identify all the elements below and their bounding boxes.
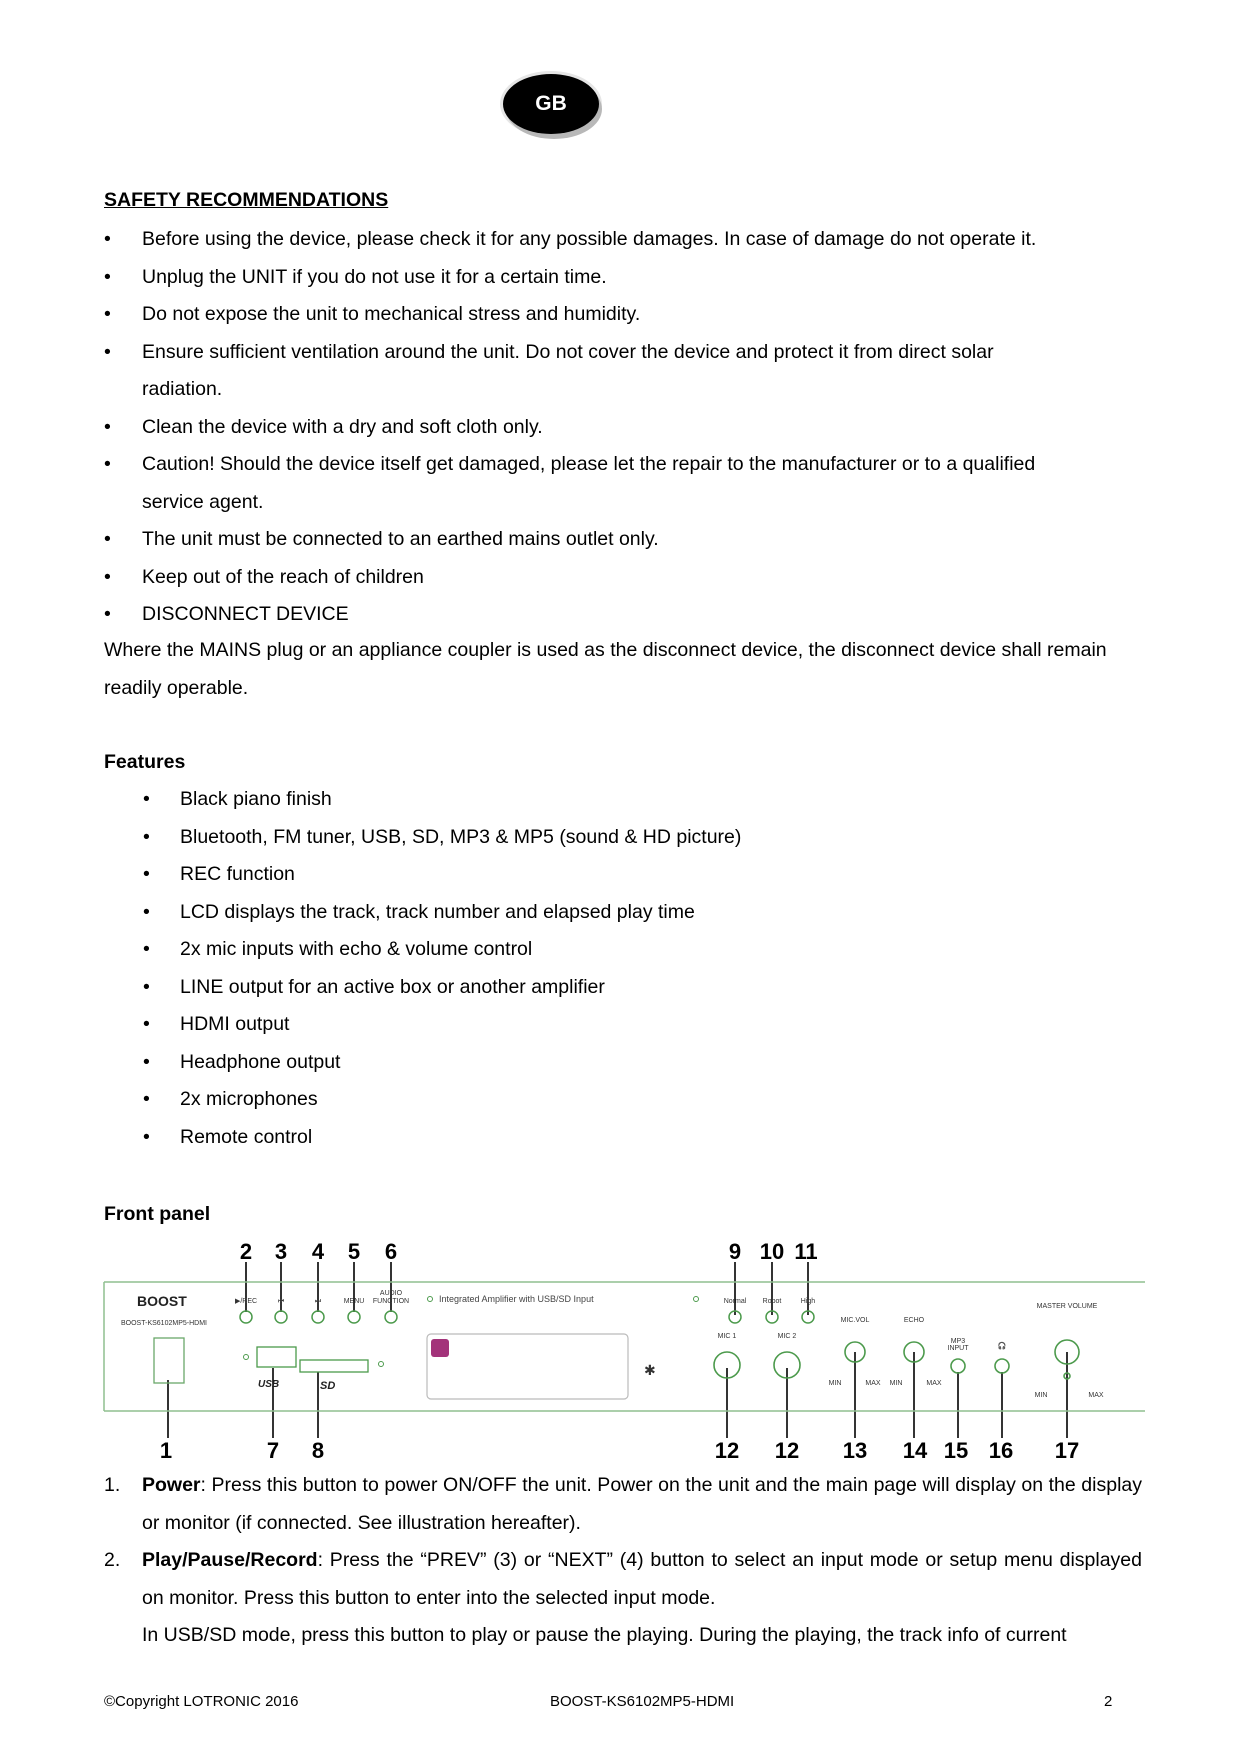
svg-text:MIN: MIN (889, 1380, 903, 1387)
footer-page-number: 2 (1104, 1693, 1113, 1710)
svg-text:MASTER VOLUME: MASTER VOLUME (1036, 1303, 1098, 1310)
bluetooth-icon: ✱ (644, 1362, 656, 1378)
callout-number: 12 (714, 1438, 740, 1463)
integrated-label: Integrated Amplifier with USB/SD Input (439, 1294, 594, 1304)
svg-text:MP3: MP3 (950, 1338, 966, 1345)
model-label: BOOST-KS6102MP5-HDMI (121, 1320, 207, 1327)
svg-text:MIC.VOL: MIC.VOL (840, 1317, 870, 1324)
callout-number: 9 (728, 1239, 742, 1264)
usb-label: USB (258, 1379, 280, 1390)
callout-number: 6 (384, 1239, 398, 1264)
indicator-led (694, 1297, 699, 1302)
features-title: Features (104, 751, 186, 773)
amplifier-panel (104, 1282, 1145, 1411)
usb-port (257, 1347, 296, 1367)
svg-text:MENU: MENU (343, 1298, 365, 1305)
svg-text:🎧: 🎧 (997, 1343, 1007, 1350)
top-callout-numbers (240, 1239, 818, 1264)
sd-led (379, 1362, 384, 1367)
svg-text:⏮: ⏮ (277, 1298, 285, 1305)
svg-text:FUNCTION: FUNCTION (372, 1298, 410, 1305)
svg-text:▶/REC: ▶/REC (234, 1298, 258, 1305)
callout-number: 7 (266, 1438, 280, 1463)
display-icon (431, 1339, 449, 1357)
callout-number: 2 (239, 1239, 253, 1264)
prev-button (275, 1311, 287, 1323)
callout-number: 5 (347, 1239, 361, 1264)
svg-text:ECHO: ECHO (903, 1317, 925, 1324)
callout-number: 3 (274, 1239, 288, 1264)
callout-number: 14 (902, 1438, 928, 1463)
power-description: Power: Press this button to power ON/OFF the unit. Power on the unit and the main page will display on the display or monitor (if connected. See illustration hereafter). (142, 1474, 1142, 1534)
svg-text:AUDIO: AUDIO (379, 1290, 403, 1297)
language-badge: GB (503, 74, 599, 134)
callout-number: 10 (759, 1239, 785, 1264)
svg-text:INPUT: INPUT (947, 1345, 969, 1352)
play-rec-button (240, 1311, 252, 1323)
indicator-led (428, 1297, 433, 1302)
svg-text:Normal: Normal (723, 1298, 747, 1305)
control-labels (718, 1303, 1104, 1399)
brand-logo: BOOST (137, 1293, 187, 1309)
svg-text:MIC 1: MIC 1 (717, 1333, 737, 1340)
audio-function-button (385, 1311, 397, 1323)
sd-label: SD (320, 1380, 336, 1392)
svg-text:MIC 2: MIC 2 (777, 1333, 797, 1340)
svg-text:High: High (800, 1298, 816, 1305)
front-panel-title: Front panel (104, 1203, 211, 1225)
headphone-jack (995, 1359, 1009, 1373)
svg-text:MIN: MIN (828, 1380, 842, 1387)
footer-copyright: ©Copyright LOTRONIC 2016 (104, 1693, 299, 1710)
svg-text:Robot: Robot (762, 1298, 782, 1305)
callout-number: 17 (1054, 1438, 1080, 1463)
mp3-input-jack (951, 1359, 965, 1373)
safety-title: SAFETY RECOMMENDATIONS (104, 189, 389, 211)
callout-number: 11 (794, 1239, 818, 1264)
svg-text:MAX: MAX (1088, 1392, 1104, 1399)
callout-number: 16 (988, 1438, 1014, 1463)
play-pause-record-description: Play/Pause/Record: Press the “PREV” (3) or “NEXT” (4) button to select an input mode or setup menu displayed on monitor. Press this button to enter into the selected input mode. (142, 1549, 1142, 1609)
callout-number: 1 (159, 1438, 173, 1463)
power-switch (154, 1338, 184, 1383)
svg-text:MAX: MAX (926, 1380, 942, 1387)
lcd-display (427, 1334, 628, 1399)
usb-sd-mode-description: In USB/SD mode, press this button to play or pause the playing. During the playing, the track info of current (142, 1624, 1067, 1646)
footer-model: BOOST-KS6102MP5-HDMI (550, 1693, 735, 1710)
top-buttons (240, 1311, 814, 1323)
jacks-and-knobs (714, 1340, 1079, 1379)
item-number: 2. (104, 1549, 121, 1571)
next-button (312, 1311, 324, 1323)
item-number: 1. (104, 1474, 121, 1496)
svg-text:⏭: ⏭ (314, 1298, 322, 1305)
disconnect-note: Where the MAINS plug or an appliance coupler is used as the disconnect device, the disconnect device shall remain readily operable. (104, 639, 1107, 699)
callout-number: 15 (943, 1438, 969, 1463)
sd-slot (300, 1360, 368, 1372)
svg-text:MIN: MIN (1034, 1392, 1048, 1399)
callout-number: 4 (311, 1239, 325, 1264)
callout-number: 8 (311, 1438, 325, 1463)
callout-number: 12 (774, 1438, 800, 1463)
bottom-callout-numbers (160, 1438, 1079, 1463)
callout-number: 13 (842, 1438, 868, 1463)
svg-text:MAX: MAX (865, 1380, 881, 1387)
usb-led (244, 1355, 249, 1360)
menu-button (348, 1311, 360, 1323)
